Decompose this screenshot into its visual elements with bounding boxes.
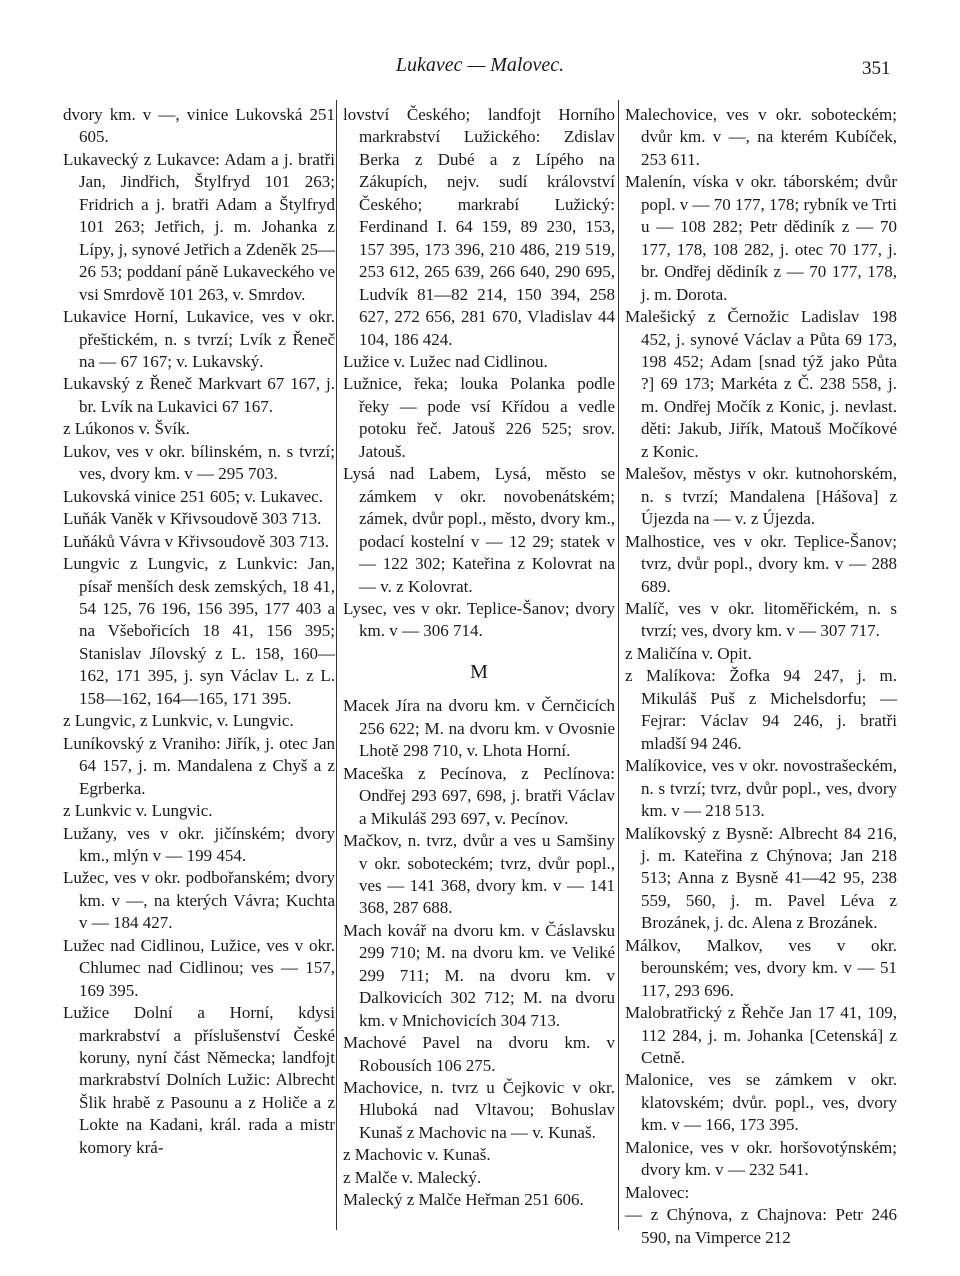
index-entry: Malobratřický z Řehče Jan 17 41, 109, 112 284, j. m. Johanka [Cetenská] z Cetně. bbox=[625, 1003, 897, 1068]
index-entry: Machovice, n. tvrz u Čejkovic v okr. Hluboká nad Vltavou; Bohuslav Kunaš z Machovic na — v. Kunaš. bbox=[343, 1078, 615, 1142]
index-entry: Lužice Dolní a Horní, kdysi markrabství a příslušenství České koruny, nyní část Německa; landfojt markrabství Dolních Lužic: Albrecht Šlik hrabě z Pasounu a z Holiče a z Lokte na Kadani, král. rada a mistr komory krá- bbox=[63, 1003, 335, 1157]
column-divider bbox=[618, 100, 619, 1230]
index-entry: z Malče v. Malecký. bbox=[343, 1167, 482, 1187]
index-entry: z Malíkova: Žofka 94 247, j. m. Mikuláš Puš z Michelsdorfu; — Fejrar: Václav 94 246, j. bratři mladší 94 246. bbox=[625, 666, 897, 753]
index-entry: Malešický z Černožic Ladislav 198 452, j. synové Václav a Půta 69 173, 198 452; Adam [snad týž jako Půta ?] 69 173; Markéta z Č. 238 558, j. m. Ondřej Močík z Konic, j. nevlast. děti: Jakub, Jiřík, Matouš Močíkové z Konic. bbox=[625, 307, 897, 461]
index-entry: z Maličína v. Opit. bbox=[625, 643, 752, 663]
index-entry: Lysec, ves v okr. Teplice-Šanov; dvory km. v — 306 714. bbox=[343, 598, 615, 641]
index-entry: Malíkovský z Bysně: Albrecht 84 216, j. m. Kateřina z Chýnova; Jan 218 513; Anna z Bysně 41—42 95, 238 559, 560, j. m. Pavel Léva z Brozánek, j. dc. Alena z Brozánek. bbox=[625, 823, 897, 933]
index-entry: z Lunkvic v. Lungvic. bbox=[63, 801, 213, 821]
index-entry: Lužnice, řeka; louka Polanka podle řeky — pode vsí Křídou a vedle potoku řeč. Jatouš 226 525; srov. Jatouš. bbox=[343, 374, 615, 461]
index-entry: Macek Jíra na dvoru km. v Černčicích 256 622; M. na dvoru km. v Ovosnie Lhotě 298 710, v. Lhota Horní. bbox=[343, 696, 615, 761]
page-header-title: Lukavec — Malovec. bbox=[395, 54, 565, 76]
index-entry: Malecký z Malče Heřman 251 606. bbox=[343, 1190, 584, 1210]
index-entry: Malovec: bbox=[625, 1182, 690, 1202]
index-entry: Lukov, ves v okr. bílinském, n. s tvrzí; ves, dvory km. v — 295 703. bbox=[63, 441, 335, 484]
column-divider bbox=[336, 100, 337, 1230]
index-entry: Lukovská vinice 251 605; v. Lukavec. bbox=[63, 486, 323, 506]
index-entry: Luňáků Vávra v Křivsoudově 303 713. bbox=[63, 531, 329, 551]
index-entry: Malešov, městys v okr. kutnohorském, n. s tvrzí; Mandalena [Hášova] z Újezda na — v. z Újezda. bbox=[625, 464, 897, 529]
index-entry: Malhostice, ves v okr. Teplice-Šanov; tvrz, dvůr popl., dvory km. v — 288 689. bbox=[625, 531, 897, 596]
index-entry: Lukavecký z Lukavce: Adam a j. bratři Jan, Jindřich, Štylfryd 101 263; Fridrich a j. bratři Adam a Štylfryd 101 263; Jetřich, j. m. Johanka z Lípy, j, synové Jetřich a Zdeněk 25—26 53; poddaní páně Lukaveckého ve vsi Smrdově 101 263, v. Smrdov. bbox=[63, 149, 335, 304]
text-column-left bbox=[63, 104, 335, 1159]
index-entry: Malonice, ves v okr. horšovotýnském; dvory km. v — 232 541. bbox=[625, 1137, 897, 1180]
index-entry: Lukavice Horní, Lukavice, ves v okr. přeštickém, n. s tvrzí; Lvík z Řeneč na — 67 167; v. Lukavský. bbox=[63, 307, 335, 371]
index-entry: z Lúkonos v. Švík. bbox=[63, 419, 190, 439]
index-entry: Luňák Vaněk v Křivsoudově 303 713. bbox=[63, 509, 322, 529]
section-letter-heading: M bbox=[470, 660, 488, 683]
text-column-middle bbox=[343, 104, 615, 1212]
index-entry: Luníkovský z Vraniho: Jiřík, j. otec Jan 64 157, j. m. Mandalena z Chyš a z Egrberka. bbox=[63, 733, 335, 798]
index-entry: — z Chýnova, z Chajnova: Petr 246 590, na Vimperce 212 bbox=[625, 1205, 897, 1247]
index-entry: Málkov, Malkov, ves v okr. berounském; ves, dvory km. v — 51 117, 293 696. bbox=[625, 935, 897, 1000]
text-column-right bbox=[625, 104, 897, 1249]
index-entry: Lužec, ves v okr. podbořanském; dvory km. v —, na kterých Vávra; Kuchta v — 184 427. bbox=[63, 868, 335, 933]
index-entry: Malonice, ves se zámkem v okr. klatovském; dvůr. popl., ves, dvory km. v — 166, 173 395. bbox=[625, 1070, 897, 1135]
index-entry: Lužany, ves v okr. jičínském; dvory km., mlýn v — 199 454. bbox=[63, 823, 335, 865]
index-entry: lovství Českého; landfojt Horního markrabství Lužického: Zdislav Berka z Dubé a z Lípého na Zákupích, nejv. sudí království Českého; markrabí Lužický: Ferdinand I. 64 159, 89 230, 153, 157 395, 173 396, 210 486, 219 519, 253 612, 265 639, 266 640, 290 695, Ludvík 81—82 214, 150 394, 258 627, 272 656, 281 670, Vladislav 44 104, 186 424. bbox=[343, 105, 615, 349]
index-entry: Machové Pavel na dvoru km. v Robousích 106 275. bbox=[343, 1033, 615, 1075]
index-entry: Lužice v. Lužec nad Cidlinou. bbox=[343, 351, 548, 371]
index-entry: Maceška z Pecínova, z Peclínova: Ondřej 293 697, 698, j. bratři Václav a Mikuláš 293 697, v. Pecínov. bbox=[343, 763, 615, 828]
index-entry: Lungvic z Lungvic, z Lunkvic: Jan, písař menších desk zemských, 18 41, 54 125, 76 196, 156 395, 177 403 a na Všebořicích 18 41, 156 395; Stanislav Jílovský z L. 158, 160—162, 171 395, j. syn Václav L. z L. 158—162, 164—165, 171 395. bbox=[63, 554, 335, 708]
index-entry: Lukavský z Řeneč Markvart 67 167, j. br. Lvík na Lukavici 67 167. bbox=[63, 374, 335, 416]
index-entry: z Machovic v. Kunaš. bbox=[343, 1145, 491, 1165]
index-entry: Malíkovice, ves v okr. novostrašeckém, n. s tvrzí; tvrz, dvůr popl., ves, dvory km. v — 218 513. bbox=[625, 756, 897, 821]
page-number: 351 bbox=[862, 58, 891, 79]
index-entry: Mach kovář na dvoru km. v Čáslavsku 299 710; M. na dvoru km. ve Veliké 299 711; M. na dvoru km. v Dalkovicích 302 712; M. na dvoru km. v Mnichovicích 304 713. bbox=[343, 920, 615, 1030]
index-entry: Lysá nad Labem, Lysá, město se zámkem v okr. novobenátském; zámek, dvůr popl., město, dvory km., podací kostelní v — 12 29; statek v — 122 302; Kateřina z Kolovrat na — v. z Kolovrat. bbox=[343, 464, 615, 596]
index-entry: Malíč, ves v okr. litoměřickém, n. s tvrzí; ves, dvory km. v — 307 717. bbox=[625, 598, 897, 641]
index-entry: dvory km. v —, vinice Lukovská 251 605. bbox=[63, 105, 335, 147]
index-entry: Mačkov, n. tvrz, dvůr a ves u Samšiny v okr. soboteckém; tvrz, dvůr popl., ves — 141 368, dvory km. v — 141 368, 287 688. bbox=[343, 831, 615, 918]
index-entry: Lužec nad Cidlinou, Lužice, ves v okr. Chlumec nad Cidlinou; ves — 157, 169 395. bbox=[63, 935, 335, 1000]
index-entry: Malenín, víska v okr. táborském; dvůr popl. v — 70 177, 178; rybník ve Trti u — 108 282; Petr dědiník z — 70 177, 178, 108 282, j. otec 70 177, j. br. Ondřej dědiník z — 70 177, 178, j. m. Dorota. bbox=[625, 172, 897, 304]
index-entry: z Lungvic, z Lunkvic, v. Lungvic. bbox=[63, 711, 294, 731]
index-entry: Malechovice, ves v okr. soboteckém; dvůr km. v —, na kterém Kubíček, 253 611. bbox=[625, 105, 897, 169]
